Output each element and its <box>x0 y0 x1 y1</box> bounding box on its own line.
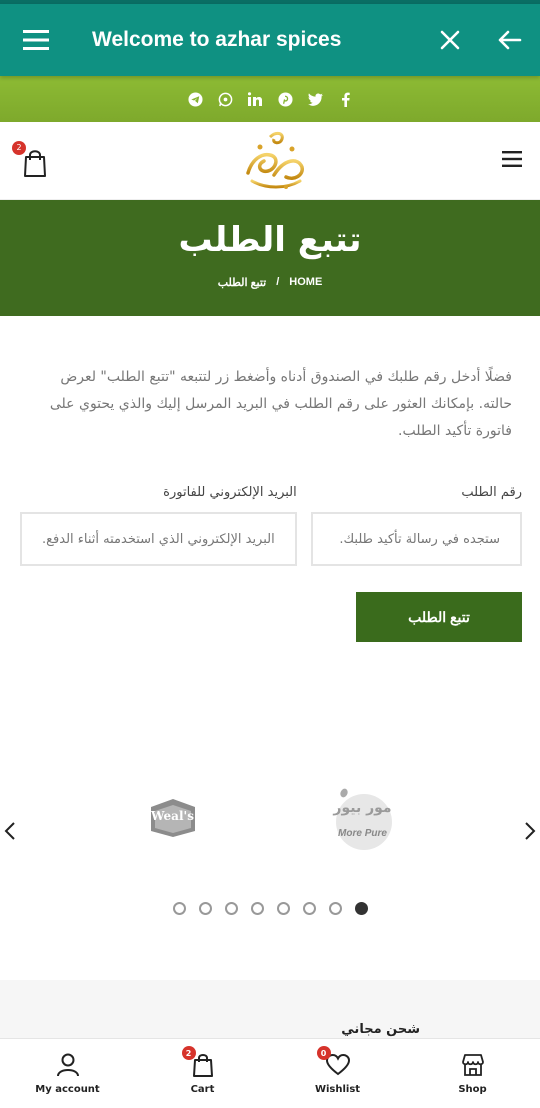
brand-logo-weals[interactable] <box>143 795 203 839</box>
weals-logo-text: Weal's <box>151 809 194 823</box>
social-bar <box>0 76 540 122</box>
whatsapp-icon[interactable] <box>217 91 233 107</box>
bottom-navigation <box>0 1038 540 1108</box>
nav-my-account[interactable] <box>0 1039 135 1108</box>
track-form <box>0 445 540 566</box>
site-logo[interactable] <box>240 129 310 193</box>
breadcrumb-home[interactable]: HOME <box>289 276 323 288</box>
store-icon <box>461 1053 485 1077</box>
track-intro-text: فضلًا أدخل رقم طلبك في الصندوق أدناه وأضغط زر لتتبعه "تتبع الطلب" لعرض حالته. بإمكانك العثور على رقم الطلب في البريد المرسل إليك والذي يحتوي على فاتورة تأكيد الطلب. <box>49 369 512 439</box>
app-bar <box>0 4 540 76</box>
billing-email-input[interactable]: البريد الإلكتروني الذي استخدمته أثناء الدفع. <box>20 512 297 566</box>
carousel-dot[interactable] <box>225 902 238 915</box>
page-title: تتبع الطلب <box>178 220 362 260</box>
order-id-label: رقم الطلب <box>461 485 522 500</box>
page-hero <box>0 200 540 316</box>
morepure-logo-icon <box>328 782 398 852</box>
close-button[interactable] <box>420 4 480 76</box>
carousel-dot[interactable] <box>329 902 342 915</box>
hamburger-icon <box>23 30 49 50</box>
carousel-dot-active[interactable] <box>355 902 368 915</box>
header-cart-button[interactable] <box>16 145 48 177</box>
nav-wishlist-count: 0 <box>317 1046 331 1060</box>
nav-wishlist[interactable] <box>270 1039 405 1108</box>
features-strip <box>0 980 540 1040</box>
back-button[interactable] <box>480 4 540 76</box>
nav-shop[interactable] <box>405 1039 540 1108</box>
drawer-menu-button[interactable] <box>0 4 72 76</box>
brand-carousel <box>0 752 540 882</box>
breadcrumb-current: تتبع الطلب <box>217 277 267 289</box>
nav-wishlist-label: Wishlist <box>314 1084 361 1095</box>
nav-shop-label: Shop <box>458 1084 487 1095</box>
nav-cart[interactable] <box>135 1039 270 1108</box>
nav-my-account-label: My account <box>35 1084 100 1095</box>
nav-cart-label: Cart <box>190 1084 215 1095</box>
breadcrumb <box>0 276 540 289</box>
carousel-dot[interactable] <box>251 902 264 915</box>
carousel-dots <box>0 902 540 915</box>
chevron-right-icon <box>524 821 536 841</box>
chevron-left-icon <box>4 821 16 841</box>
nav-cart-count: 2 <box>182 1046 196 1060</box>
pinterest-icon[interactable] <box>277 91 293 107</box>
morepure-logo-text: More Pure <box>338 828 387 839</box>
user-icon <box>57 1053 79 1077</box>
carousel-dot[interactable] <box>303 902 316 915</box>
carousel-next-button[interactable] <box>524 821 536 845</box>
facebook-icon[interactable] <box>337 91 353 107</box>
brand-logo-morepure[interactable] <box>328 782 398 852</box>
telegram-icon[interactable] <box>187 91 203 107</box>
linkedin-icon[interactable] <box>247 91 263 107</box>
breadcrumb-separator: / <box>276 276 280 288</box>
site-header <box>0 122 540 200</box>
site-menu-button[interactable] <box>502 151 522 171</box>
carousel-dot[interactable] <box>199 902 212 915</box>
billing-email-label: البريد الإلكتروني للفاتورة <box>163 485 297 500</box>
carousel-prev-button[interactable] <box>4 821 16 845</box>
hamburger-icon <box>502 151 522 167</box>
close-icon <box>440 30 460 50</box>
carousel-dot[interactable] <box>277 902 290 915</box>
app-title: Welcome to azhar spices <box>92 28 342 51</box>
order-id-input[interactable]: ستجده في رسالة تأكيد طلبك. <box>311 512 522 566</box>
submit-wrap <box>0 566 540 642</box>
arrow-left-icon <box>498 30 522 50</box>
order-id-field <box>311 485 522 566</box>
billing-email-field <box>20 485 297 566</box>
track-order-button[interactable]: تتبع الطلب <box>356 592 522 642</box>
header-cart-count: 2 <box>12 141 26 155</box>
free-shipping-label: شحن مجاني <box>341 1022 420 1037</box>
carousel-dot[interactable] <box>173 902 186 915</box>
twitter-icon[interactable] <box>307 91 323 107</box>
azhar-logo-icon <box>240 129 310 193</box>
morepure-logo-arabic: مور بيور <box>333 800 392 816</box>
